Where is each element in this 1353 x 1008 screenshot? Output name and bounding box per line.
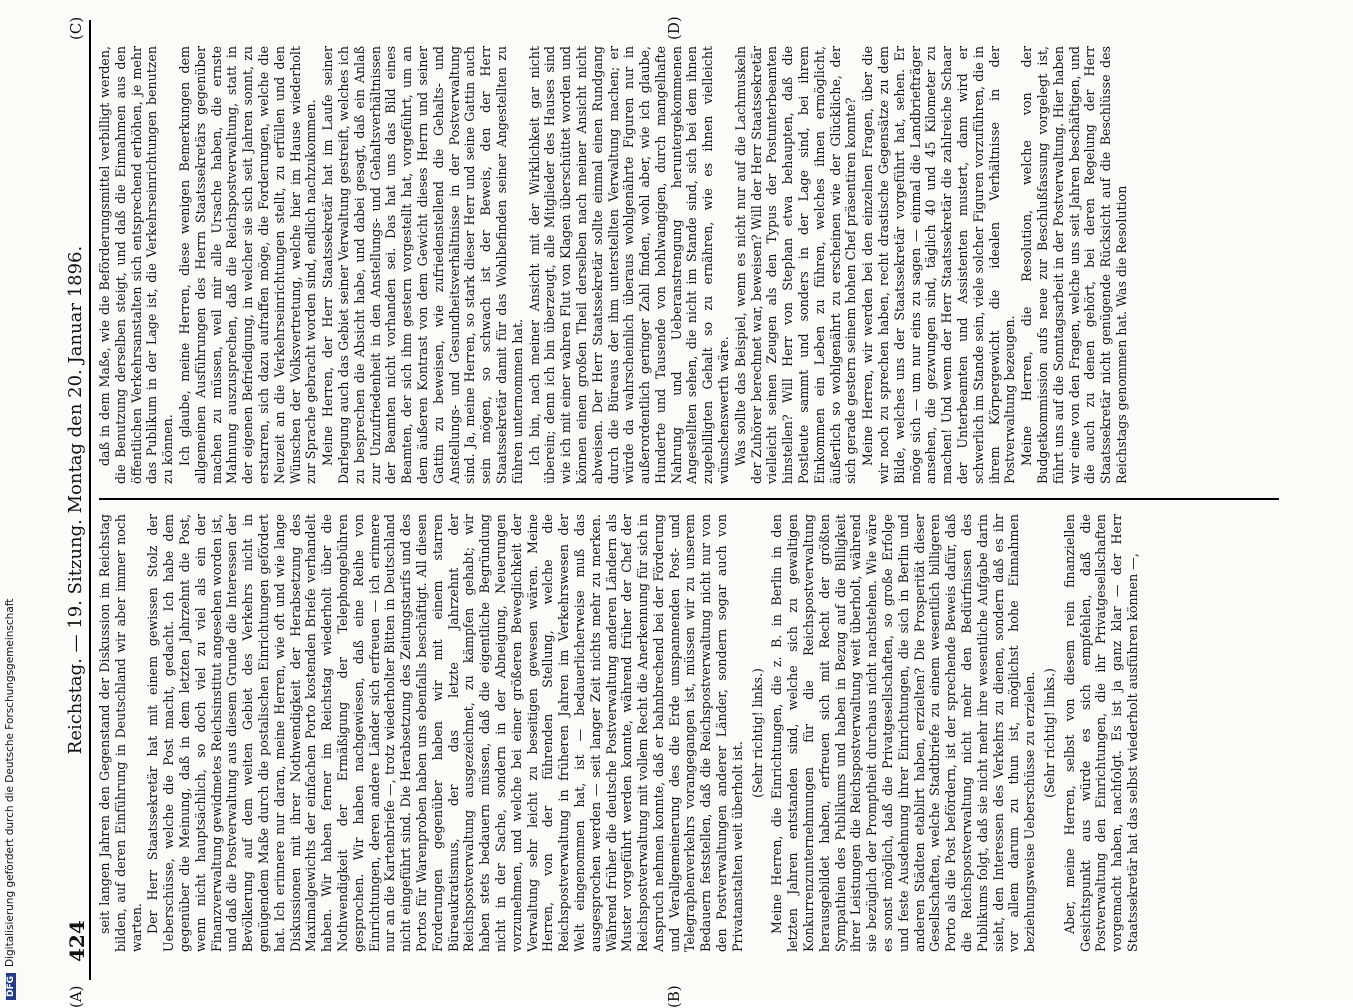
- paragraph: Was sollte das Beispiel, wenn es nicht nur auf die Lachmuskeln der Zuhörer berechnet war, beweisen? Will der Herr Staatssekretär vielleicht seinen Zeugen als den Typus der Postunterbeamten hinstellen? Will Herr von Stephan etwa behaupten, daß die Postleute sammt und sonders in der Lage sind, bei ihrem Einkommen ein Leben zu führen, welches ihnen ermöglicht, äußerlich so wohlgenährt zu erscheinen wie der Glückliche, der sich gerade gestern seinem hohen Chef präsentiren konnte?: [732, 46, 859, 484]
- paragraph: Ich bin, nach meiner Ansicht mit der Wirklichkeit gar nicht überein; denn ich bin überzeugt, alle Mitglieder des Hauses sind wie ich mit einer wahren Flut von Klagen überschüttet worden und können einen großen Theil derselben nach meiner Ansicht nicht abweisen. Der Herr Staatssekretär sollte einmal einen Rundgang durch die Büreaus der ihm unterstellten Verwaltung machen; er würde da wahrscheinlich überaus wohlgenährte Figuren nur in außerordentlich geringer Zahl finden, wohl aber, wie ich glaube, Hunderte und Tausende von hohlwangigen, durch mangelhafte Nahrung und Ueberanstrengung heruntergekommenen Angestellten sehen, die nicht im Stande sind, sich bei dem ihnen zugebilligten Gehalt so zu ernähren, wie es ihnen vielleicht wünschenswerth wäre.: [526, 46, 732, 484]
- rotated-page-content: [65, 16, 1295, 1008]
- column-divider: [99, 498, 1279, 500]
- right-text-column: [97, 46, 1131, 484]
- margin-letter-b: (B): [665, 985, 683, 1008]
- paragraph: Meine Herren, der Herr Staatssekretär hat im Laufe seiner Darlegung auch das Gebiet seiner Verwaltung gestreift, welches ich zu besprechen die Absicht habe, und dabei gesagt, daß ein Anlaß zur Unzufriedenheit in den Anstellungs- und Gehaltsverhältnissen der Beamten nicht vorhanden sei. Das hat uns das Bild eines Beamten, der sich ihm gestern vorgestellt hat, vorgeführt, um an dem äußeren Kontrast von dem Gewicht dieses Herrn und seiner Gattin zu beweisen, wie zufriedenstellend die Gehalts- und Anstellungs- und Gesundheitsverhältnisse in der Postverwaltung sind. Ja, meine Herren, so stark dieser Herr und seine Gattin auch sein mögen, so schwach ist der Beweis, den der Herr Staatssekretär damit für das Wohlbefinden seiner Angestellten zu führen unternommen hat.: [320, 46, 525, 484]
- paragraph: Der Herr Staatssekretär hat mit einem gewissen Stolz der Ueberschüsse, welche die Post macht, gedacht. Ich habe dem gegenüber die Meinung, daß in dem letzten Jahrzehnt die Post, wenn nicht hauptsächlich, so doch viel zu viel als ein der Finanzverwaltung gewidmetes Reichsinstitut angesehen worden ist, und daß die Postverwaltung aus diesem Grunde die Interessen der Bevölkerung auf dem weiten Gebiet des Verkehrs nicht in genügendem Maße durch die postalischen Einrichtungen gefördert hat. Ich erinnere nur daran, meine Herren, wie oft und wie lange Diskussionen mit ihrer Nothwendigkeit der Herabsetzung des Maximalgewichts der einfachen Porto kostenden Briefe verhandelt haben. Wir haben ferner im Reichstag wiederholt über die Nothwendigkeit der Ermäßigung der Telephongebühren gesprochen. Wir haben nachgewiesen, daß eine Reihe von Einrichtungen, deren andere Länder sich erfreuen — ich erinnere nur an die Kartenbriefe —, trotz wiederholter Bitten in Deutschland nicht eingeführt sind. Die Herabsetzung des Zeitungstarifs und des Portos für Warenproben haben uns ebenfalls beschäftigt. All diesen Forderungen gegenüber haben wir mit einem starren Büreaukratismus, der das letzte Jahrzehnt der Reichspostverwaltung ausgezeichnet, zu kämpfen gehabt; wir haben stets bedauern müssen, daß die eigentliche Begründung nicht in der Sache, sondern in der Abneigung, Neuerungen vorzunehmen, und welche bei einer größeren Beweglichkeit der Verwaltung sehr leicht zu beseitigen gewesen wären. Meine Herren, von der führenden Stellung, welche die Reichspostverwaltung in früheren Jahren im Verkehrswesen der Welt eingenommen hat, ist — bedauerlicherweise muß das ausgesprochen werden — seit langer Zeit nichts mehr zu merken. Während früher die deutsche Postverwaltung anderen Ländern als Muster vorgeführt werden konnte, während früher der Chef der Reichspostverwaltung mit vollem Recht die Anerkennung für sich in Anspruch nehmen konnte, daß er bahnbrechend bei der Förderung und Verallgemeinerung des die Erde umspannenden Post- und Telegraphenverkehrs vorangegangen ist, müssen wir zu unserem Bedauern feststellen, daß die Reichspostverwaltung nicht nur von den Postverwaltungen anderer Länder, sondern sogar auch von Privatanstalten weit überholt ist.: [145, 514, 745, 952]
- interjection: (Sehr richtig! links.): [749, 668, 765, 798]
- running-title: Reichstag. — 19. Sitzung. Montag den 20. Januar 1896.: [65, 245, 86, 755]
- interjection: (Sehr richtig! links.): [1042, 668, 1058, 798]
- margin-letter-d: (D): [665, 16, 683, 40]
- left-text-column: [97, 514, 1142, 952]
- page-header: [65, 20, 91, 980]
- paragraph: daß in dem Maße, wie die Beförderungsmittel verbilligt werden, die Benutzung derselben steigt, und daß die Einnahmen aus den öffentlichen Verkehrsanstalten sich entsprechend erhöhen, je mehr das Publikum in der Lage ist, die Verkehrseinrichtungen benutzen zu können.: [97, 46, 176, 484]
- paragraph: Meine Herren, die Resolution, welche von der Budgetkommission aufs neue zur Beschlußfassung vorgelegt ist, führt uns auf die Sonntagsarbeit in der Postverwaltung. Hier haben wir eine von den Fragen, welche uns seit Jahren beschäftigen, und die auch zu denen gehört, bei deren Regelung der Herr Staatssekretär nicht genügende Rücksicht auf die Beschlüsse des Reichstags genommen hat. Was die Resolution: [1019, 46, 1129, 484]
- paragraph: Meine Herren, wir werden bei den einzelnen Fragen, über die wir noch zu sprechen haben, recht drastische Gegensätze zu dem Bilde, welches uns der Staatssekretär vorgeführt hat, sehen. Er möge sich — um nur eins zu sagen — einmal die Landbriefträger ansehen, die gezwungen sind, täglich 40 und 45 Kilometer zu machen! Und wenn der Herr Staatssekretär die zahlreiche Schaar der Unterbeamten und Assistenten mustert, dann wird er schwerlich im Stande sein, viele solcher Figuren vorzuführen, die in ihrem Körpergewicht die idealen Verhältnisse in der Postverwaltung bezeugen.: [860, 46, 1018, 484]
- margin-letter-a: (A): [67, 985, 85, 1008]
- paragraph: Meine Herren, die Einrichtungen, die z. B. in Berlin in den letzten Jahren entstanden sind, welche sich zu gewaltigen Konkurrenzunternehmungen für die Reichspostverwaltung herausgebildet haben, erfreuen sich mit Recht der größten Sympathien des Publikums und haben in Bezug auf die Billigkeit ihrer Leistungen die Reichspostverwaltung weit überholt, während sie bezüglich der Promptheit durchaus nicht nachstehen. Wie wäre es sonst möglich, daß die Privatgesellschaften, so große Erfolge und feste Ausdehnung ihrer Einrichtungen, die sich in Berlin und anderen Städten etablirt haben, erzielten? Die Prosperität dieser Gesellschaften, welche Stadtbriefe zu einem wesentlich billigeren Porto als die Post befördern, ist der sprechende Beweis dafür, daß die Reichspostverwaltung nicht mehr den Bedürfnissen des Publikums folgt, daß sie nicht mehr ihre wesentliche Aufgabe darin sieht, den Interessen des Verkehrs zu dienen, sondern daß es ihr vor allem darum zu thun ist, möglichst hohe Einnahmen beziehungsweise Ueberschüsse zu erzielen.: [769, 514, 1038, 952]
- paragraph: Ich glaube, meine Herren, diese wenigen Bemerkungen dem allgemeinen Ausführungen des Herrn Staatssekretärs gegenüber machen zu müssen, weil mir alle Ursache haben, die ernste Mahnung auszusprechen, daß die Reichspostverwaltung, statt in der eigenen Befriedigung, in welcher sie sich seit Jahren sonnt, zu erstarren, sich dazu aufraffen möge, die Forderungen, welche die Neuzeit an die Verkehrseinrichtungen stellt, zu erfüllen und den Wünschen der Volksvertretung, welche hier im Hause wiederholt zur Sprache gebracht worden sind, endlich nachzukommen.: [176, 46, 319, 484]
- page-number: 424: [65, 920, 89, 962]
- digitization-credit: [4, 0, 18, 1000]
- margin-letter-c: (C): [67, 16, 85, 40]
- paragraph: seit langen Jahren den Gegenstand der Diskussion im Reichstag bilden, auf deren Einführung in Deutschland wir aber immer noch warten.: [97, 514, 144, 952]
- dfg-logo: DFG: [6, 973, 16, 1000]
- digitization-credit-text: Digitalisierung gefördert durch die Deutsche Forschungsgemeinschaft: [4, 598, 16, 967]
- paragraph: Aber, meine Herren, selbst von diesem rein finanziellen Gesichtspunkt aus würde es sich empfehlen, daß die Postverwaltung den Einrichtungen, die ihr Privatgesellschaften vorgemacht haben, nachfolgt. Es ist ja ganz klar — der Herr Staatssekretär hat das selbst wiederholt ausführen können —,: [1061, 514, 1140, 952]
